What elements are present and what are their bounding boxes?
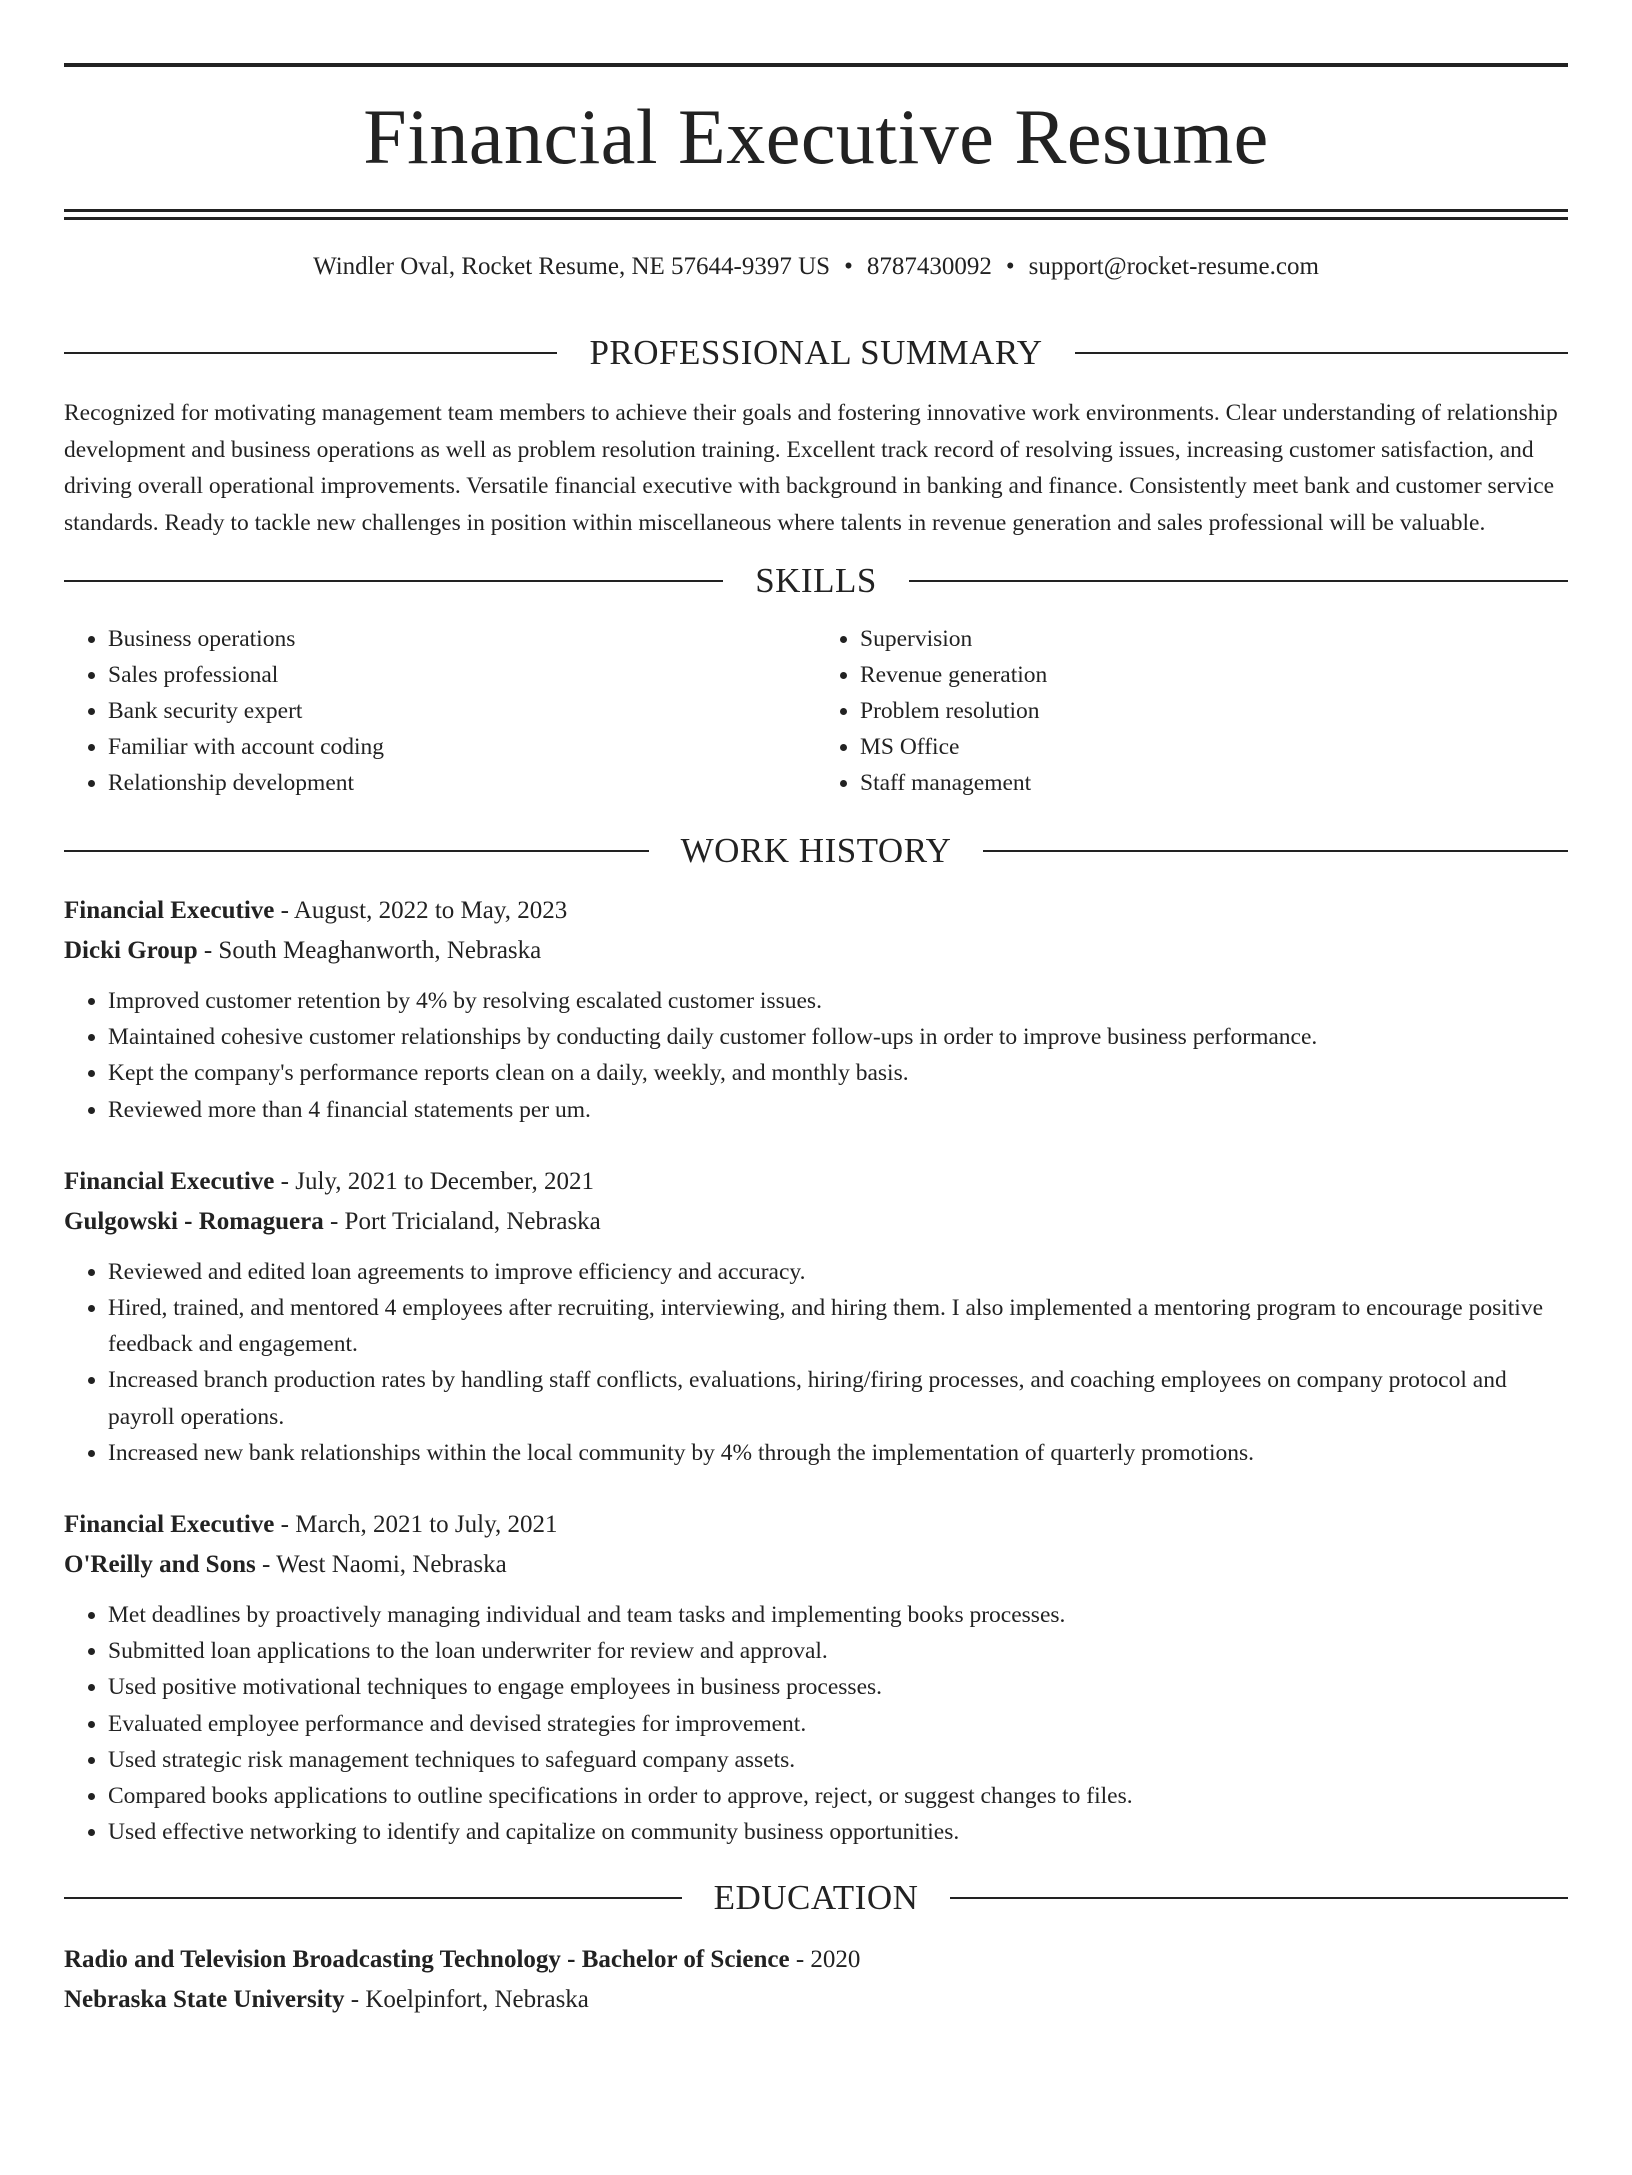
skills-column-right <box>816 621 1568 801</box>
job-bullet: • Reviewed and edited loan agreements to improve efficiency and accuracy. <box>108 1254 1568 1290</box>
job-bullet: • Kept the company's performance reports clean on a daily, weekly, and monthly basis. <box>108 1055 1568 1091</box>
education-degree: Radio and Television Broadcasting Technology - Bachelor of Science <box>64 1946 790 1974</box>
summary-heading-label: PROFESSIONAL SUMMARY <box>589 333 1043 372</box>
skill-item: • Relationship development <box>108 765 816 801</box>
skill-item: • Problem resolution <box>860 693 1568 729</box>
job-title-line <box>64 1505 1568 1545</box>
job-title: Financial Executive <box>64 1167 275 1195</box>
heading-rule <box>950 1897 1568 1899</box>
heading-rule <box>64 850 649 852</box>
skills-column-left <box>64 621 816 801</box>
job-company: Gulgowski - Romaguera <box>64 1207 324 1235</box>
job-location: - South Meaghanworth, Nebraska <box>197 937 542 964</box>
skill-item: • Business operations <box>108 621 816 657</box>
job-title-line <box>64 1162 1568 1202</box>
education-entry <box>64 1940 1568 2020</box>
job-bullet: • Evaluated employee performance and devised strategies for improvement. <box>108 1706 1568 1742</box>
education-section-heading <box>64 1878 1568 1918</box>
skills-section-heading <box>64 561 1568 601</box>
skill-item: • Revenue generation <box>860 657 1568 693</box>
job-location: - Port Tricialand, Nebraska <box>323 1207 601 1235</box>
job-bullet: • Used strategic risk management techniques to safeguard company assets. <box>108 1742 1568 1778</box>
job-location: - West Naomi, Nebraska <box>255 1551 507 1579</box>
job-title: Financial Executive <box>64 1511 275 1539</box>
skill-item: • Sales professional <box>108 657 816 693</box>
skills-heading-label: SKILLS <box>755 561 877 600</box>
heading-rule <box>64 352 557 354</box>
skill-item: • Bank security expert <box>108 693 816 729</box>
skill-item: • Supervision <box>860 621 1568 657</box>
education-year: - 2020 <box>789 1946 861 1974</box>
job-company-line <box>64 1202 1568 1242</box>
contact-line <box>64 251 1568 283</box>
heading-rule <box>64 580 723 582</box>
job-bullet: • Increased branch production rates by handling staff conflicts, evaluations, hiring/firing processes, and coaching employees on company protocol and payroll operations. <box>108 1362 1568 1434</box>
contact-separator: • <box>844 253 853 280</box>
job-company: O'Reilly and Sons <box>64 1551 256 1579</box>
contact-separator: • <box>1005 253 1015 280</box>
job-entry <box>64 1505 1568 1850</box>
education-heading-label: EDUCATION <box>713 1878 919 1918</box>
job-title-line <box>64 891 1568 931</box>
job-bullets <box>64 1254 1568 1471</box>
job-company-line <box>64 931 1568 971</box>
job-bullet: • Used effective networking to identify and capitalize on community business opportunities. <box>108 1814 1568 1850</box>
job-entry <box>64 891 1568 1128</box>
skill-item: • MS Office <box>860 729 1568 765</box>
job-bullets <box>64 1597 1568 1850</box>
skills-list <box>64 621 1568 801</box>
summary-text: Recognized for motivating management team members to achieve their goals and fostering innovative work environments. Clear understanding of relationship development and business operations as well as problem resolution training. Excellent track record of resolving issues, increasing customer satisfaction, and driving overall operational improvements. Versatile financial executive with background in banking and finance. Consistently meet bank and customer service standards. Ready to tackle new challenges in position within miscellaneous where talents in revenue generation and sales professional will be valuable. <box>64 400 1558 536</box>
work-heading-label: WORK HISTORY <box>680 831 952 870</box>
job-bullet: • Increased new bank relationships within the local community by 4% through the implementation of quarterly promotions. <box>108 1435 1568 1471</box>
summary-section-heading <box>64 333 1568 373</box>
job-bullet: • Hired, trained, and mentored 4 employees after recruiting, interviewing, and hiring them. I also implemented a mentoring program to encourage positive feedback and engagement. <box>108 1290 1568 1362</box>
job-dates: - March, 2021 to July, 2021 <box>274 1511 558 1539</box>
job-bullet: • Maintained cohesive customer relationships by conducting daily customer follow-ups in order to improve business performance. <box>108 1019 1568 1055</box>
job-bullet: • Improved customer retention by 4% by resolving escalated customer issues. <box>108 983 1568 1019</box>
education-school-line <box>64 1980 1568 2020</box>
job-company-line <box>64 1545 1568 1585</box>
job-bullets <box>64 983 1568 1128</box>
heading-rule <box>909 580 1568 582</box>
heading-rule <box>983 850 1568 852</box>
heading-rule <box>64 1897 682 1899</box>
job-dates: - July, 2021 to December, 2021 <box>274 1167 594 1195</box>
education-degree-line <box>64 1940 1568 1980</box>
job-bullet: • Compared books applications to outline specifications in order to approve, reject, or suggest changes to files. <box>108 1778 1568 1814</box>
work-section-heading <box>64 831 1568 871</box>
resume-page <box>0 63 1632 2175</box>
job-bullet: • Met deadlines by proactively managing individual and team tasks and implementing books processes. <box>108 1597 1568 1633</box>
resume-title: Financial Executive Resume <box>363 93 1269 180</box>
job-bullet: • Used positive motivational techniques to engage employees in business processes. <box>108 1669 1568 1705</box>
job-title: Financial Executive <box>64 897 275 924</box>
job-entry <box>64 1162 1568 1471</box>
title-double-rule <box>64 209 1568 212</box>
contact-phone[interactable]: 8787430092 <box>866 253 992 280</box>
job-bullet: • Reviewed more than 4 financial statements per um. <box>108 1092 1568 1128</box>
contact-email[interactable]: support@rocket-resume.com <box>1028 253 1319 280</box>
skill-item: • Familiar with account coding <box>108 729 816 765</box>
education-school: Nebraska State University <box>64 1986 345 2014</box>
job-company: Dicki Group <box>64 937 198 964</box>
skill-item: • Staff management <box>860 765 1568 801</box>
job-dates: - August, 2022 to May, 2023 <box>274 897 568 924</box>
heading-rule <box>1075 352 1568 354</box>
education-location: - Koelpinfort, Nebraska <box>344 1986 589 2014</box>
contact-address: Windler Oval, Rocket Resume, NE 57644-9397 US <box>313 253 831 280</box>
job-bullet: • Submitted loan applications to the loan underwriter for review and approval. <box>108 1633 1568 1669</box>
